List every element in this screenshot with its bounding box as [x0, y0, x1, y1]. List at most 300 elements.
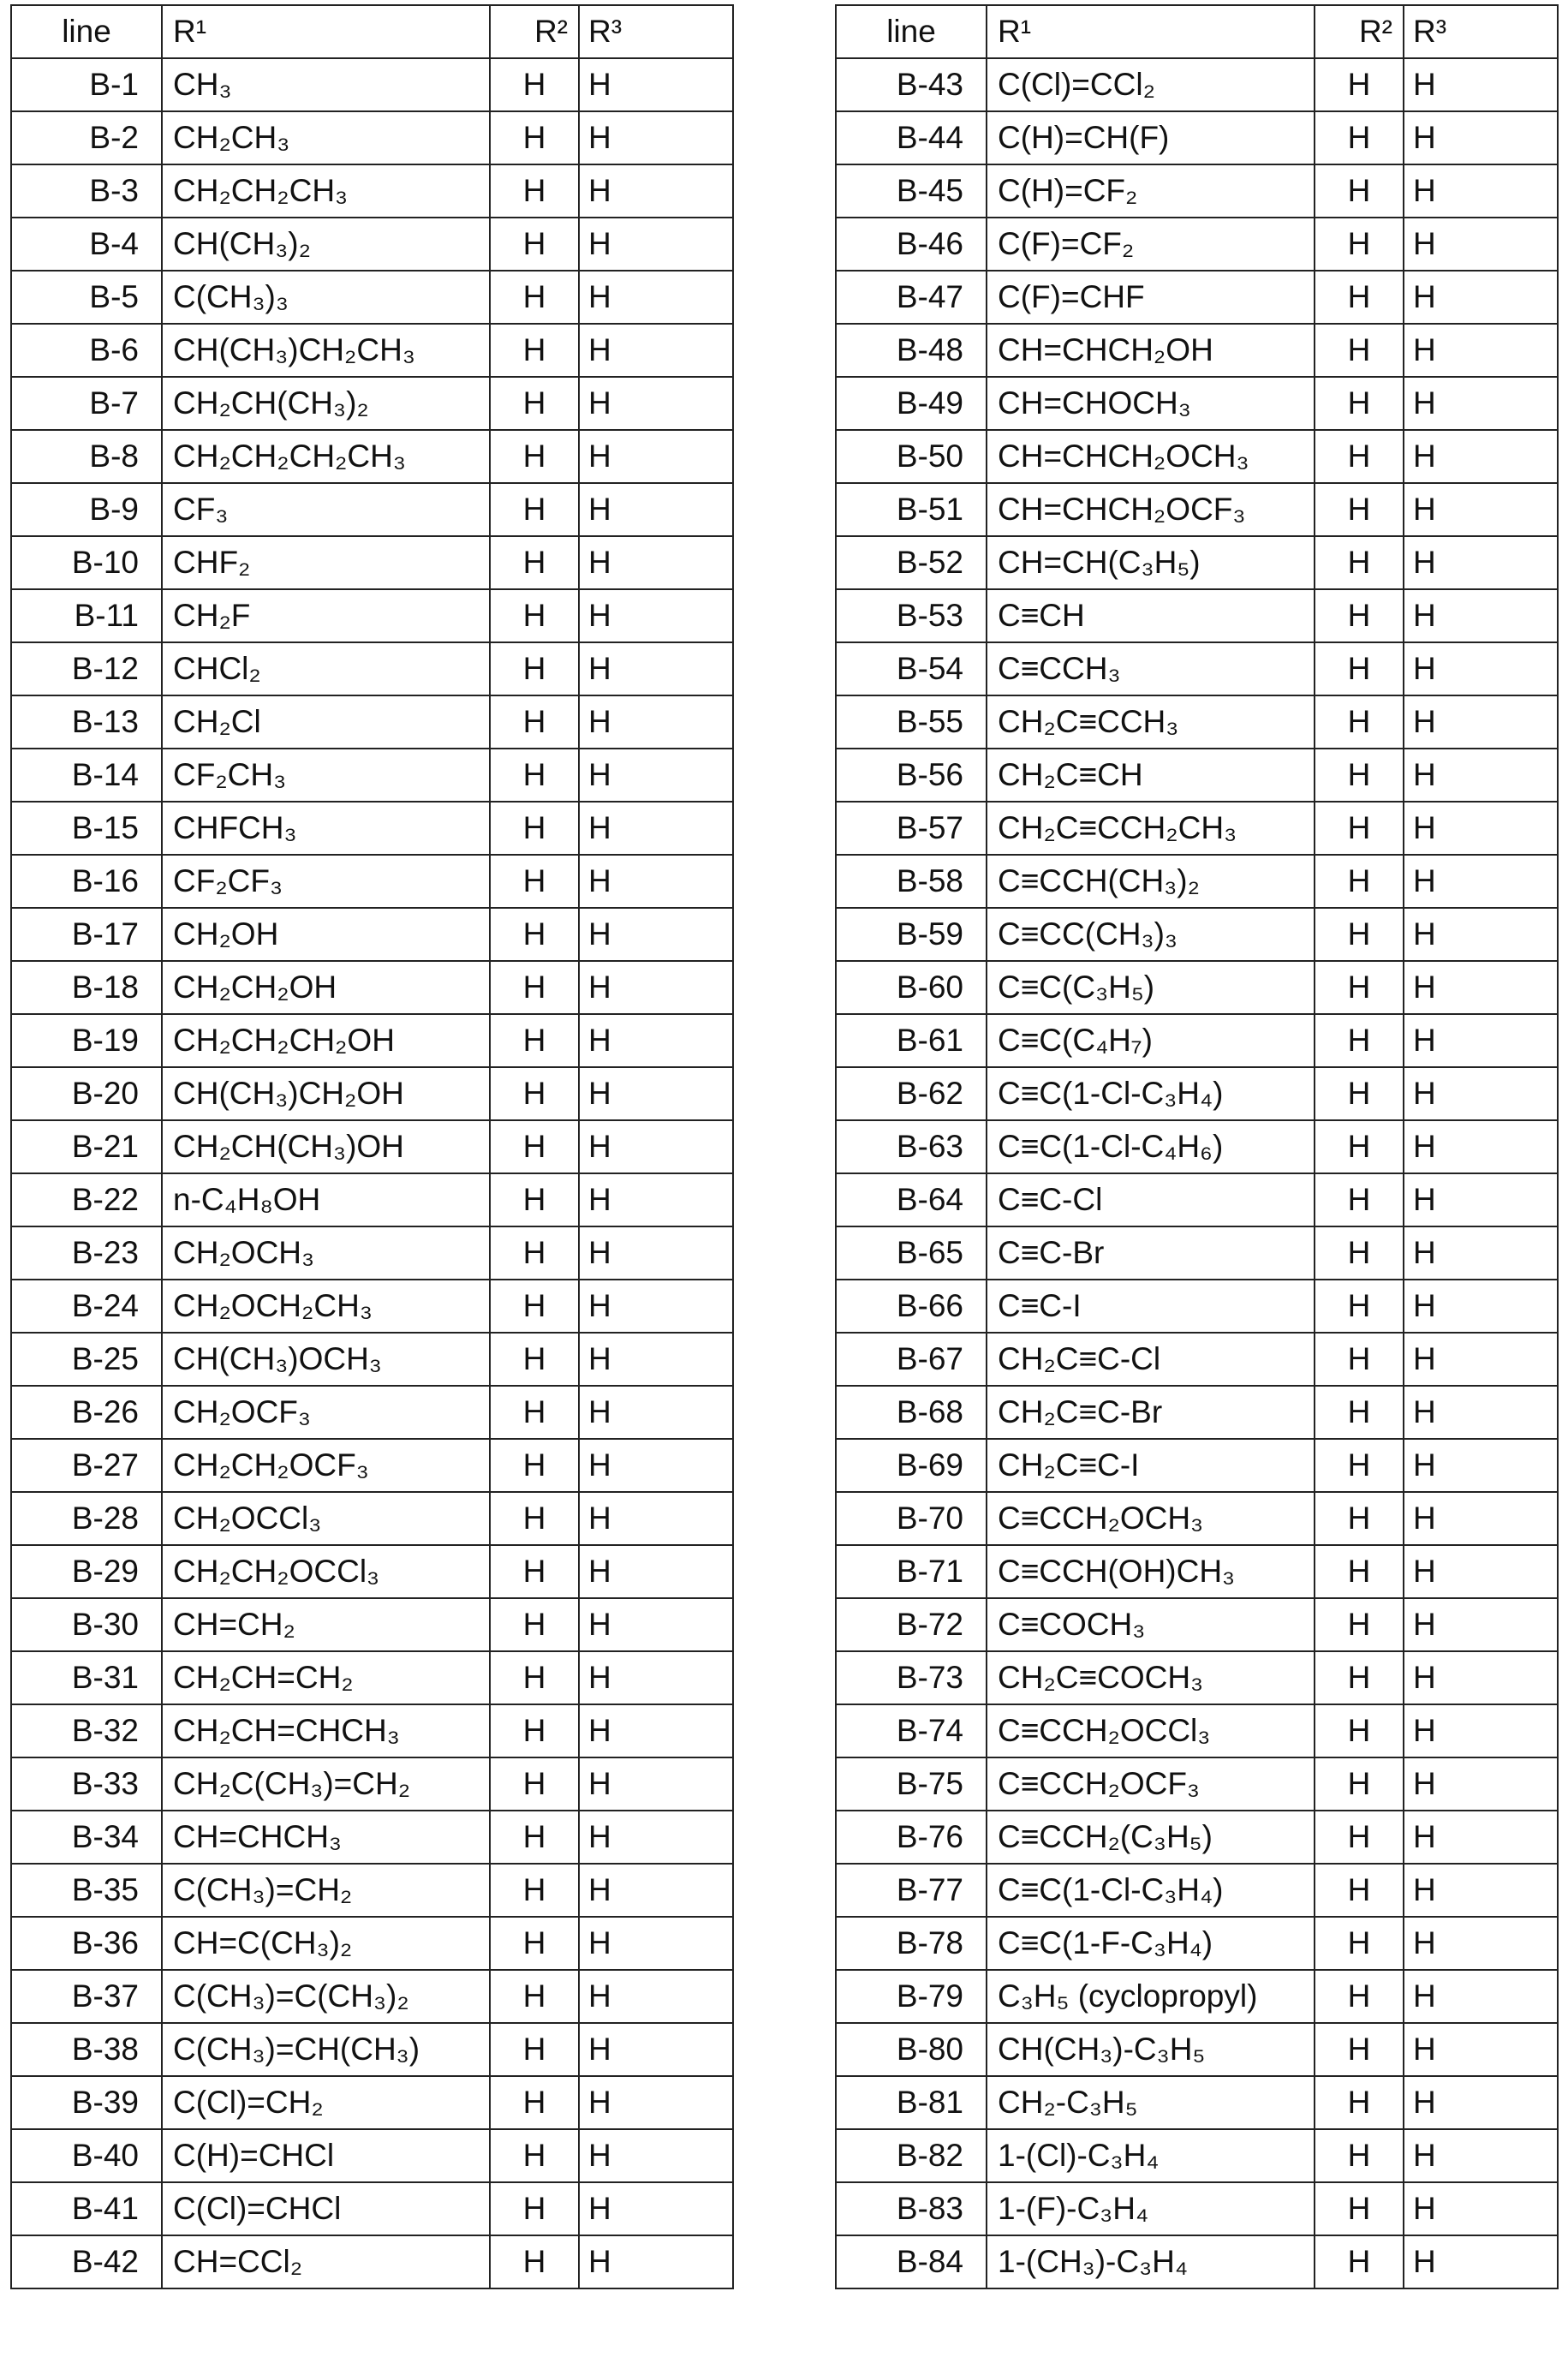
r3-cell: H: [579, 1492, 733, 1545]
r3-cell: H: [1404, 1970, 1558, 2023]
table-row: [11, 1917, 733, 1970]
line-cell: B-70: [836, 1492, 987, 1545]
r2-cell: H: [1315, 855, 1404, 908]
r1-cell: C≡C(1-F-C₃H₄): [987, 1917, 1315, 1970]
r1-cell: C(Cl)=CHCl: [162, 2182, 490, 2235]
line-cell: B-52: [836, 536, 987, 589]
line-cell: B-71: [836, 1545, 987, 1598]
r1-cell: CH₂F: [162, 589, 490, 642]
table-row: [11, 324, 733, 377]
r3-cell: H: [1404, 111, 1558, 164]
line-cell: B-41: [11, 2182, 162, 2235]
line-cell: B-78: [836, 1917, 987, 1970]
line-cell: B-35: [11, 1864, 162, 1917]
r3-cell: H: [579, 1014, 733, 1067]
r1-cell: CF₂CF₃: [162, 855, 490, 908]
r1-cell: CH=CHCH₂OCF₃: [987, 483, 1315, 536]
line-cell: B-25: [11, 1333, 162, 1386]
r1-cell: CH(CH₃)₂: [162, 218, 490, 271]
r1-cell: CH=CH₂: [162, 1598, 490, 1651]
r3-cell: H: [579, 2235, 733, 2288]
table-row: [11, 1598, 733, 1651]
r3-cell: H: [579, 1120, 733, 1173]
r1-cell: C≡CCH₂OCF₃: [987, 1757, 1315, 1811]
r3-cell: H: [1404, 1492, 1558, 1545]
table-row: [11, 2076, 733, 2129]
table-row: [11, 589, 733, 642]
table-row: [836, 1280, 1558, 1333]
r3-cell: H: [1404, 1439, 1558, 1492]
r1-cell: CH₂C≡C-Br: [987, 1386, 1315, 1439]
table-row: [836, 802, 1558, 855]
r3-cell: H: [1404, 802, 1558, 855]
line-cell: B-16: [11, 855, 162, 908]
r1-cell: CH(CH₃)CH₂CH₃: [162, 324, 490, 377]
table-row: [11, 1811, 733, 1864]
r1-cell: CH₂CH(CH₃)₂: [162, 377, 490, 430]
r3-cell: H: [579, 908, 733, 961]
r3-cell: H: [579, 1704, 733, 1757]
table-row: [836, 1598, 1558, 1651]
table-row: [11, 802, 733, 855]
table-row: [836, 111, 1558, 164]
r2-cell: H: [1315, 1386, 1404, 1439]
r2-cell: H: [1315, 642, 1404, 695]
line-cell: B-69: [836, 1439, 987, 1492]
r1-cell: CHCl₂: [162, 642, 490, 695]
r1-cell: CH₂C≡CH: [987, 749, 1315, 802]
r2-cell: H: [490, 2076, 579, 2129]
line-cell: B-24: [11, 1280, 162, 1333]
r1-cell: CH(CH₃)-C₃H₅: [987, 2023, 1315, 2076]
table-row: [836, 483, 1558, 536]
r2-cell: H: [490, 695, 579, 749]
r2-cell: H: [490, 1970, 579, 2023]
r3-cell: H: [579, 377, 733, 430]
line-cell: B-39: [11, 2076, 162, 2129]
r2-cell: H: [490, 2235, 579, 2288]
table-row: [11, 111, 733, 164]
line-cell: B-72: [836, 1598, 987, 1651]
r3-cell: H: [1404, 908, 1558, 961]
r1-cell: CHFCH₃: [162, 802, 490, 855]
r1-cell: C≡C-Cl: [987, 1173, 1315, 1226]
r3-cell: H: [1404, 1598, 1558, 1651]
r3-cell: H: [1404, 536, 1558, 589]
table-row: [836, 695, 1558, 749]
r1-cell: CF₂CH₃: [162, 749, 490, 802]
line-cell: B-45: [836, 164, 987, 218]
table-row: [836, 1492, 1558, 1545]
r2-cell: H: [1315, 1120, 1404, 1173]
line-cell: B-10: [11, 536, 162, 589]
r2-cell: H: [1315, 908, 1404, 961]
r2-cell: H: [490, 1333, 579, 1386]
r2-cell: H: [1315, 1226, 1404, 1280]
table-row: [11, 1545, 733, 1598]
r2-cell: H: [490, 483, 579, 536]
line-cell: B-9: [11, 483, 162, 536]
r3-cell: H: [1404, 1811, 1558, 1864]
r1-cell: CH₂CH=CHCH₃: [162, 1704, 490, 1757]
column-header-r3: R³: [1404, 5, 1558, 58]
table-row: [11, 1757, 733, 1811]
line-cell: B-33: [11, 1757, 162, 1811]
r2-cell: H: [1315, 2235, 1404, 2288]
r2-cell: H: [1315, 695, 1404, 749]
r3-cell: H: [1404, 1067, 1558, 1120]
r2-cell: H: [1315, 271, 1404, 324]
table-row: [836, 1811, 1558, 1864]
line-cell: B-67: [836, 1333, 987, 1386]
r2-cell: H: [490, 908, 579, 961]
r3-cell: H: [579, 1970, 733, 2023]
table-row: [11, 961, 733, 1014]
line-cell: B-57: [836, 802, 987, 855]
line-cell: B-48: [836, 324, 987, 377]
table-row: [11, 2023, 733, 2076]
r2-cell: H: [490, 1864, 579, 1917]
line-cell: B-12: [11, 642, 162, 695]
r1-cell: CH₂C≡CCH₂CH₃: [987, 802, 1315, 855]
r2-cell: H: [490, 1067, 579, 1120]
table-row: [11, 1439, 733, 1492]
r3-cell: H: [579, 589, 733, 642]
r1-cell: CH₂CH₂CH₃: [162, 164, 490, 218]
line-cell: B-4: [11, 218, 162, 271]
r2-cell: H: [490, 271, 579, 324]
r3-cell: H: [579, 324, 733, 377]
line-cell: B-37: [11, 1970, 162, 2023]
line-cell: B-65: [836, 1226, 987, 1280]
r1-cell: C(H)=CHCl: [162, 2129, 490, 2182]
r2-cell: H: [490, 218, 579, 271]
r1-cell: CH₂C≡C-Cl: [987, 1333, 1315, 1386]
r1-cell: C≡CCH₃: [987, 642, 1315, 695]
r3-cell: H: [1404, 58, 1558, 111]
table-row: [836, 1917, 1558, 1970]
r2-cell: H: [490, 1811, 579, 1864]
r2-cell: H: [1315, 111, 1404, 164]
r2-cell: H: [1315, 1651, 1404, 1704]
r1-cell: CH=CH(C₃H₅): [987, 536, 1315, 589]
r2-cell: H: [490, 2129, 579, 2182]
line-cell: B-64: [836, 1173, 987, 1226]
table-row: [11, 536, 733, 589]
r2-cell: H: [490, 749, 579, 802]
table-row: [11, 695, 733, 749]
table-row: [11, 2235, 733, 2288]
table-row: [11, 855, 733, 908]
line-cell: B-20: [11, 1067, 162, 1120]
table-row: [11, 1173, 733, 1226]
r2-cell: H: [1315, 2023, 1404, 2076]
table-row: [836, 961, 1558, 1014]
table-row: [836, 324, 1558, 377]
r1-cell: CH=CHCH₂OH: [987, 324, 1315, 377]
r1-cell: 1-(Cl)-C₃H₄: [987, 2129, 1315, 2182]
table-row: [836, 2235, 1558, 2288]
r2-cell: H: [1315, 1439, 1404, 1492]
r3-cell: H: [579, 2182, 733, 2235]
r1-cell: C(Cl)=CH₂: [162, 2076, 490, 2129]
r1-cell: CH₂C≡CCH₃: [987, 695, 1315, 749]
r2-cell: H: [1315, 218, 1404, 271]
r3-cell: H: [579, 1545, 733, 1598]
substituent-table-left: [10, 4, 734, 2289]
r1-cell: C≡C(1-Cl-C₄H₆): [987, 1120, 1315, 1173]
r2-cell: H: [490, 1545, 579, 1598]
line-cell: B-81: [836, 2076, 987, 2129]
r2-cell: H: [1315, 164, 1404, 218]
r1-cell: CH₃: [162, 58, 490, 111]
line-cell: B-42: [11, 2235, 162, 2288]
r1-cell: C(CH₃)=CH(CH₃): [162, 2023, 490, 2076]
line-cell: B-36: [11, 1917, 162, 1970]
table-row: [836, 218, 1558, 271]
substituent-table-right: [835, 4, 1559, 2289]
r3-cell: H: [1404, 1226, 1558, 1280]
r3-cell: H: [1404, 855, 1558, 908]
table-row: [836, 1970, 1558, 2023]
r1-cell: CH₂C≡COCH₃: [987, 1651, 1315, 1704]
line-cell: B-26: [11, 1386, 162, 1439]
table-row: [11, 2182, 733, 2235]
line-cell: B-40: [11, 2129, 162, 2182]
line-cell: B-51: [836, 483, 987, 536]
r3-cell: H: [579, 1386, 733, 1439]
r1-cell: C(H)=CH(F): [987, 111, 1315, 164]
line-cell: B-1: [11, 58, 162, 111]
r1-cell: CH₂-C₃H₅: [987, 2076, 1315, 2129]
line-cell: B-60: [836, 961, 987, 1014]
r1-cell: C(F)=CHF: [987, 271, 1315, 324]
r3-cell: H: [579, 2023, 733, 2076]
table-row: [11, 58, 733, 111]
r2-cell: H: [1315, 749, 1404, 802]
line-cell: B-47: [836, 271, 987, 324]
r2-cell: H: [490, 855, 579, 908]
r3-cell: H: [579, 111, 733, 164]
line-cell: B-46: [836, 218, 987, 271]
r3-cell: H: [1404, 483, 1558, 536]
table-row: [11, 164, 733, 218]
column-header-r2: R²: [490, 5, 579, 58]
r1-cell: CH=CCl₂: [162, 2235, 490, 2288]
r2-cell: H: [490, 1014, 579, 1067]
r2-cell: H: [1315, 536, 1404, 589]
r2-cell: H: [490, 430, 579, 483]
r1-cell: C≡CCH(CH₃)₂: [987, 855, 1315, 908]
column-header-r3: R³: [579, 5, 733, 58]
r3-cell: H: [1404, 1545, 1558, 1598]
r1-cell: CH₂CH(CH₃)OH: [162, 1120, 490, 1173]
line-cell: B-77: [836, 1864, 987, 1917]
table-row: [836, 1545, 1558, 1598]
table-row: [11, 1120, 733, 1173]
r3-cell: H: [1404, 1864, 1558, 1917]
r3-cell: H: [579, 1067, 733, 1120]
r1-cell: 1-(CH₃)-C₃H₄: [987, 2235, 1315, 2288]
table-row: [11, 271, 733, 324]
line-cell: B-21: [11, 1120, 162, 1173]
line-cell: B-18: [11, 961, 162, 1014]
r1-cell: C≡C(1-Cl-C₃H₄): [987, 1067, 1315, 1120]
r3-cell: H: [579, 218, 733, 271]
r2-cell: H: [490, 2182, 579, 2235]
r3-cell: H: [1404, 642, 1558, 695]
r1-cell: CH₂CH₂OH: [162, 961, 490, 1014]
r1-cell: CH₂OCH₂CH₃: [162, 1280, 490, 1333]
line-cell: B-80: [836, 2023, 987, 2076]
table-row: [836, 1757, 1558, 1811]
table-row: [11, 642, 733, 695]
r3-cell: H: [1404, 218, 1558, 271]
table-row: [836, 271, 1558, 324]
r3-cell: H: [1404, 1014, 1558, 1067]
line-cell: B-19: [11, 1014, 162, 1067]
table-row: [11, 1280, 733, 1333]
line-cell: B-43: [836, 58, 987, 111]
r3-cell: H: [1404, 430, 1558, 483]
table-row: [11, 1864, 733, 1917]
line-cell: B-14: [11, 749, 162, 802]
r2-cell: H: [1315, 1067, 1404, 1120]
column-header-line: line: [11, 5, 162, 58]
table-row: [836, 1120, 1558, 1173]
r1-cell: CH₂CH₂CH₂OH: [162, 1014, 490, 1067]
line-cell: B-53: [836, 589, 987, 642]
table-row: [11, 1651, 733, 1704]
line-cell: B-73: [836, 1651, 987, 1704]
r2-cell: H: [490, 802, 579, 855]
table-row: [836, 2023, 1558, 2076]
line-cell: B-27: [11, 1439, 162, 1492]
r3-cell: H: [1404, 695, 1558, 749]
r2-cell: H: [490, 1120, 579, 1173]
r1-cell: CH=CHCH₃: [162, 1811, 490, 1864]
r3-cell: H: [579, 1864, 733, 1917]
r1-cell: C(F)=CF₂: [987, 218, 1315, 271]
table-row: [836, 430, 1558, 483]
line-cell: B-11: [11, 589, 162, 642]
r3-cell: H: [1404, 1704, 1558, 1757]
r1-cell: CH₂C(CH₃)=CH₂: [162, 1757, 490, 1811]
r3-cell: H: [579, 483, 733, 536]
r2-cell: H: [1315, 1545, 1404, 1598]
r2-cell: H: [490, 111, 579, 164]
r3-cell: H: [579, 1917, 733, 1970]
r3-cell: H: [579, 1333, 733, 1386]
table-row: [11, 1386, 733, 1439]
line-cell: B-75: [836, 1757, 987, 1811]
column-header-line: line: [836, 5, 987, 58]
table-row: [836, 749, 1558, 802]
r3-cell: H: [579, 695, 733, 749]
table-row: [836, 377, 1558, 430]
r3-cell: H: [579, 1757, 733, 1811]
r2-cell: H: [1315, 377, 1404, 430]
r3-cell: H: [1404, 2182, 1558, 2235]
r1-cell: CH₂OCH₃: [162, 1226, 490, 1280]
r1-cell: C(CH₃)=CH₂: [162, 1864, 490, 1917]
table-row: [11, 1067, 733, 1120]
r3-cell: H: [579, 58, 733, 111]
r2-cell: H: [1315, 802, 1404, 855]
line-cell: B-54: [836, 642, 987, 695]
r2-cell: H: [490, 1757, 579, 1811]
r3-cell: H: [579, 1173, 733, 1226]
r3-cell: H: [579, 642, 733, 695]
table-row: [836, 1067, 1558, 1120]
table-row: [11, 483, 733, 536]
line-cell: B-23: [11, 1226, 162, 1280]
table-row: [11, 908, 733, 961]
r3-cell: H: [1404, 2023, 1558, 2076]
r3-cell: H: [1404, 1651, 1558, 1704]
line-cell: B-68: [836, 1386, 987, 1439]
table-row: [11, 377, 733, 430]
table-row: [836, 2129, 1558, 2182]
line-cell: B-29: [11, 1545, 162, 1598]
r3-cell: H: [1404, 1757, 1558, 1811]
table-row: [836, 536, 1558, 589]
r2-cell: H: [490, 324, 579, 377]
r1-cell: C≡C-Br: [987, 1226, 1315, 1280]
line-cell: B-30: [11, 1598, 162, 1651]
table-row: [836, 1386, 1558, 1439]
r2-cell: H: [490, 642, 579, 695]
r2-cell: H: [1315, 1173, 1404, 1226]
r2-cell: H: [490, 164, 579, 218]
r1-cell: CHF₂: [162, 536, 490, 589]
column-header-r2: R²: [1315, 5, 1404, 58]
line-cell: B-2: [11, 111, 162, 164]
line-cell: B-50: [836, 430, 987, 483]
table-row: [836, 1226, 1558, 1280]
r1-cell: CH₂OCCl₃: [162, 1492, 490, 1545]
r3-cell: H: [579, 961, 733, 1014]
r1-cell: C≡C(1-Cl-C₃H₄): [987, 1864, 1315, 1917]
table-row: [11, 1014, 733, 1067]
r1-cell: CF₃: [162, 483, 490, 536]
r1-cell: C≡C-I: [987, 1280, 1315, 1333]
r1-cell: CH₂C≡C-I: [987, 1439, 1315, 1492]
r2-cell: H: [490, 1280, 579, 1333]
r2-cell: H: [1315, 589, 1404, 642]
r1-cell: CH(CH₃)OCH₃: [162, 1333, 490, 1386]
table-row: [836, 1333, 1558, 1386]
table-row: [11, 1704, 733, 1757]
line-cell: B-15: [11, 802, 162, 855]
line-cell: B-13: [11, 695, 162, 749]
r2-cell: H: [1315, 2182, 1404, 2235]
table-row: [836, 164, 1558, 218]
line-cell: B-44: [836, 111, 987, 164]
r3-cell: H: [1404, 1386, 1558, 1439]
table-row: [836, 908, 1558, 961]
table-row: [836, 1439, 1558, 1492]
r1-cell: C≡C(C₃H₅): [987, 961, 1315, 1014]
r2-cell: H: [490, 1439, 579, 1492]
r3-cell: H: [579, 164, 733, 218]
table-row: [11, 1970, 733, 2023]
line-cell: B-58: [836, 855, 987, 908]
r1-cell: C≡CCH(OH)CH₃: [987, 1545, 1315, 1598]
table-row: [836, 1864, 1558, 1917]
table-row: [11, 1492, 733, 1545]
r3-cell: H: [1404, 164, 1558, 218]
